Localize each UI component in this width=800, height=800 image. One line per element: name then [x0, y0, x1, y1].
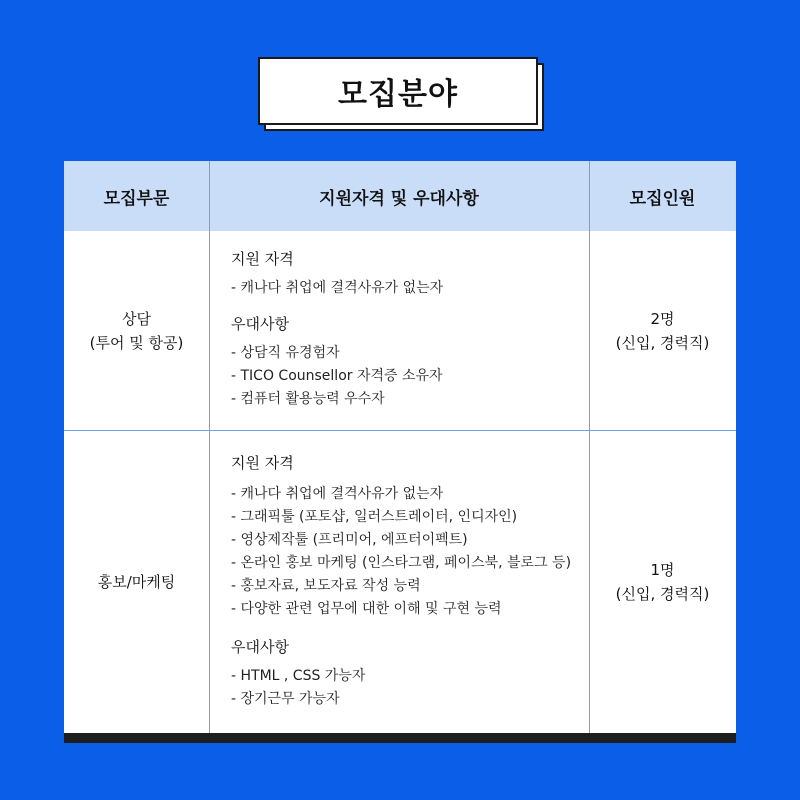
column-divider [209, 161, 210, 733]
preference-title: 우대사항 [231, 315, 289, 333]
table-row-1-headcount [589, 231, 736, 430]
headcount-type: (신입, 경력직) [615, 333, 710, 352]
qualification-title: 지원 자격 [231, 250, 294, 268]
department-name: 홍보/마케팅 [97, 573, 176, 591]
qualification-item: - 다양한 관련 업무에 대한 이해 및 구현 능력 [231, 601, 502, 617]
recruitment-table [64, 161, 736, 733]
qualification-item: - 캐나다 취업에 결격사유가 없는자 [231, 486, 444, 502]
qualification-item: - 캐나다 취업에 결격사유가 없는자 [231, 280, 444, 296]
preference-item: - 컴퓨터 활용능력 우수자 [231, 391, 385, 407]
qualification-item: - 영상제작툴 (프리미어, 에프터이펙트) [231, 532, 468, 548]
preference-item: - 장기근무 가능자 [231, 691, 340, 707]
department-detail: (투어 및 항공) [89, 333, 184, 352]
table-row-2-headcount [589, 431, 736, 733]
qualification-item: - 그래픽툴 (포토샵, 일러스트레이터, 인디자인) [231, 509, 518, 525]
table-row-2-qualifications [231, 453, 586, 711]
header-qualifications: 지원자격 및 우대사항 [319, 188, 479, 209]
headcount-type: (신입, 경력직) [615, 585, 710, 603]
title-card-group [258, 57, 548, 137]
page-title: 모집분야 [258, 57, 538, 125]
table-row-1-department [64, 231, 209, 430]
table-row-1-qualifications [231, 249, 581, 411]
preference-item: - TICO Counsellor 자격증 소유자 [231, 368, 443, 384]
preference-item: - HTML , CSS 가능자 [231, 668, 366, 684]
preference-title: 우대사항 [231, 638, 289, 656]
qualification-title: 지원 자격 [231, 454, 294, 472]
preference-item: - 상담직 유경험자 [231, 345, 340, 361]
qualification-item: - 온라인 홍보 마케팅 (인스타그램, 페이스북, 블로그 등) [231, 555, 572, 571]
header-department: 모집부문 [103, 188, 170, 209]
table-row-2-department [64, 431, 209, 733]
headcount-count: 1명 [650, 561, 675, 579]
department-name: 상담 [122, 309, 151, 328]
header-headcount: 모집인원 [629, 188, 696, 209]
qualification-item: - 홍보자료, 보도자료 작성 능력 [231, 578, 421, 594]
headcount-count: 2명 [650, 309, 675, 328]
table-bottom-border [64, 733, 736, 743]
